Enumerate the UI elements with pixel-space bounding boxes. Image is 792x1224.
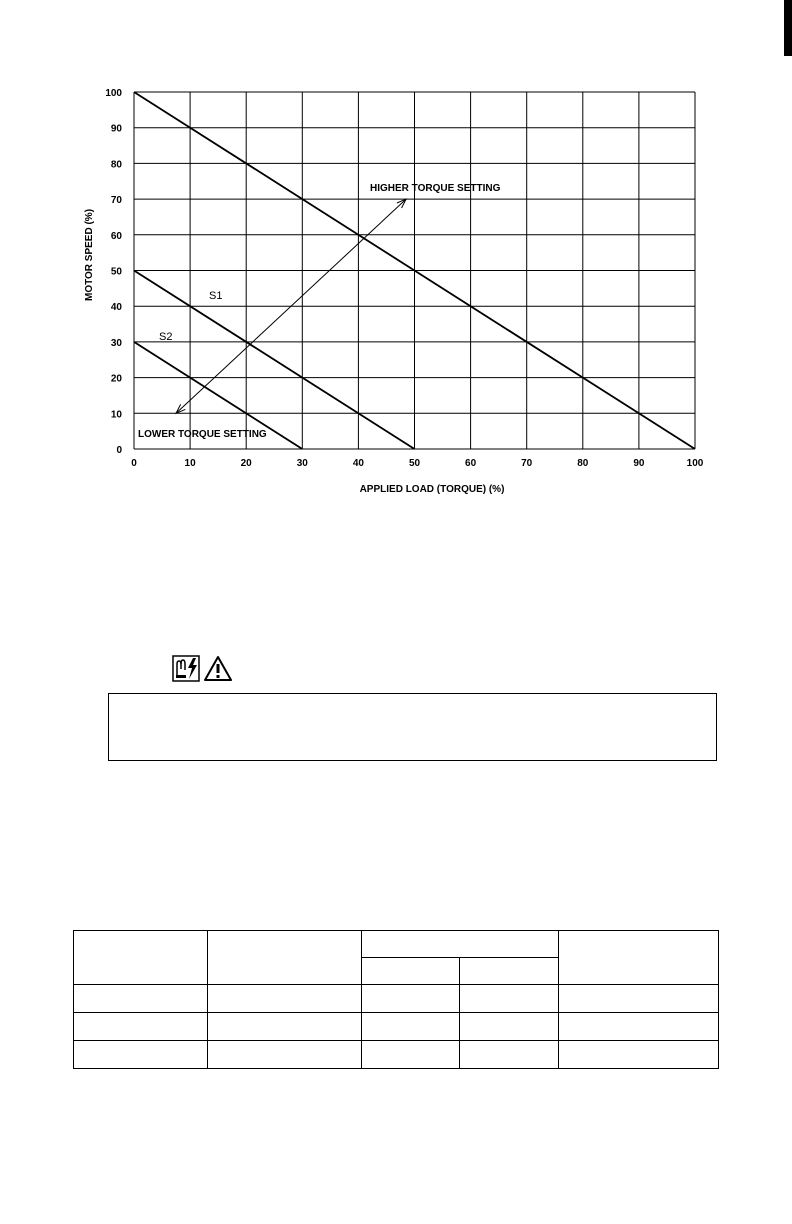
motor-speed-chart — [0, 0, 792, 560]
y-tick-label: 70 — [110, 195, 122, 207]
y-tick-label: 40 — [110, 302, 122, 314]
table-subheader-cell — [460, 958, 559, 985]
x-tick-label: 10 — [184, 458, 196, 469]
warning-box — [108, 693, 717, 761]
y-tick-label: 100 — [105, 88, 122, 99]
y-tick-label: 90 — [110, 123, 122, 135]
table-row — [74, 985, 719, 1013]
series-line-s1 — [134, 271, 415, 450]
table-row — [74, 1041, 719, 1069]
x-tick-label: 20 — [240, 458, 252, 469]
higher-torque-label: HIGHER TORQUE SETTING — [370, 183, 501, 194]
chart-ticks — [105, 88, 703, 469]
y-axis-label: MOTOR SPEED (%) — [84, 208, 95, 302]
x-tick-label: 50 — [408, 458, 421, 469]
y-tick-label: 0 — [116, 445, 122, 456]
table-header-cell — [74, 931, 208, 985]
spec-table — [73, 930, 719, 1069]
table-header-cell — [558, 931, 718, 985]
y-tick-label: 10 — [110, 409, 122, 421]
table-subheader-cell — [361, 958, 460, 985]
electric-shock-hazard-icon — [172, 655, 200, 682]
y-tick-label: 60 — [110, 230, 122, 242]
table-row — [74, 1013, 719, 1041]
x-tick-label: 70 — [521, 458, 533, 469]
x-tick-label: 90 — [633, 458, 645, 469]
x-tick-label: 30 — [296, 458, 308, 469]
y-tick-label: 20 — [110, 373, 122, 385]
x-tick-label: 100 — [686, 458, 704, 469]
x-tick-label: 40 — [352, 458, 364, 469]
table-header-cell — [208, 931, 361, 985]
warning-triangle-icon — [204, 655, 232, 682]
table-header-cell — [361, 931, 558, 958]
series-label-s2: S2 — [159, 331, 173, 343]
x-tick-label: 80 — [577, 458, 589, 469]
series-label-s1: S1 — [209, 290, 223, 302]
hazard-icons — [172, 655, 232, 682]
x-axis-label: APPLIED LOAD (TORQUE) (%) — [359, 484, 505, 495]
x-tick-label: 60 — [465, 458, 477, 469]
lower-torque-label: LOWER TORQUE SETTING — [138, 429, 267, 440]
y-tick-label: 50 — [110, 266, 122, 278]
y-tick-label: 80 — [110, 159, 122, 171]
y-tick-label: 30 — [110, 337, 122, 349]
x-tick-label: 0 — [131, 458, 137, 469]
